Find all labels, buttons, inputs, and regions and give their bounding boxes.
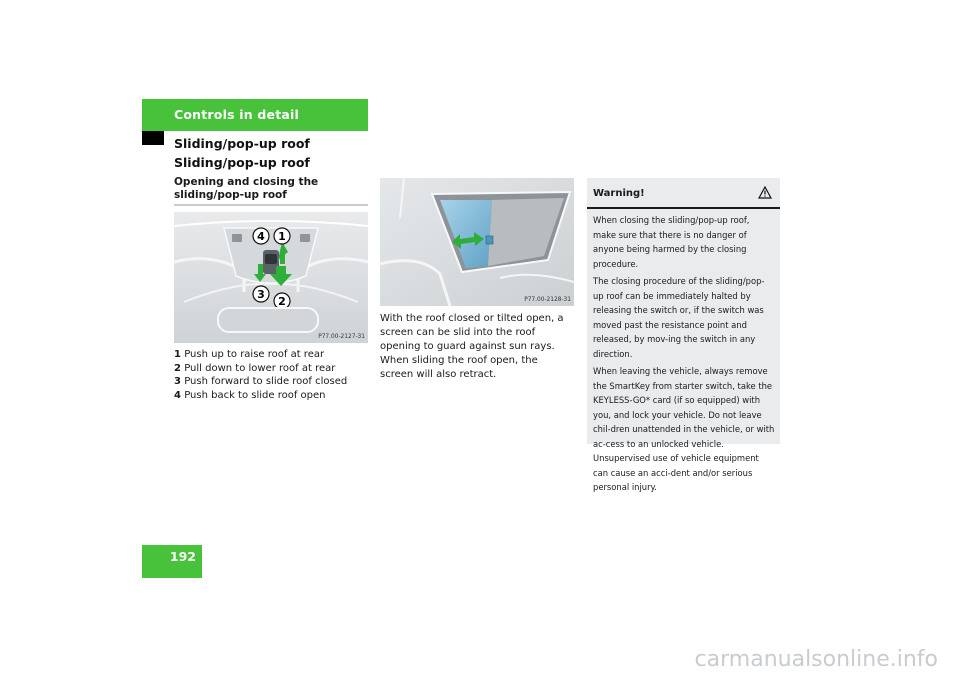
callout-4 <box>253 228 269 244</box>
section-subtitle: Sliding/pop-up roof <box>174 155 310 170</box>
svg-text:2: 2 <box>278 295 286 308</box>
warning-box <box>587 178 780 492</box>
figure-code: P77.00-2127-31 <box>318 332 365 340</box>
warning-rule <box>587 207 780 209</box>
warning-body <box>593 213 775 498</box>
warning-paragraph: When leaving the vehicle, always remove the SmartKey from starter switch, take the KEYLESS-GO* card (if so equipped) with you, and lock your vehicle. Do not leave chil-dren unattended in the vehicle, or with ac-cess to an unlocked vehicle. Unsupervised use of vehicle equipment can cause an acci-dent and/or serious personal injury. <box>593 366 775 492</box>
list-item: 1 Push up to raise roof at rear <box>174 349 325 360</box>
list-item: 4 Push back to slide roof open <box>174 389 326 401</box>
heading-rule <box>174 204 368 206</box>
screen-description: With the roof closed or tilted open, a screen can be slid into the roof opening to guard against sun rays. When sliding the roof open, the screen will also retract. <box>380 313 564 380</box>
list-item: 3 Push forward to slide roof closed <box>174 376 348 387</box>
svg-text:1: 1 <box>278 230 286 243</box>
header-bar <box>142 99 368 131</box>
warning-paragraph: When closing the sliding/pop-up roof, make sure that there is no danger of anyone being harmed by the closing procedure. <box>593 215 750 269</box>
callout-1 <box>274 228 290 244</box>
sunroof-screen-figure <box>380 178 574 306</box>
procedure-heading: Opening and closing the sliding/pop-up roof <box>174 176 319 201</box>
overhead-control-illustration <box>174 212 368 343</box>
warning-triangle-icon <box>758 184 772 203</box>
section-tab-marker <box>142 131 164 145</box>
sunroof-screen-illustration <box>380 178 574 306</box>
svg-text:3: 3 <box>257 288 265 301</box>
figure-code: P77.00-2128-31 <box>524 295 571 303</box>
page-number-tab <box>142 545 202 578</box>
section-title: Sliding/pop-up roof <box>174 136 310 151</box>
steps-list <box>174 348 368 402</box>
warning-paragraph: The closing procedure of the sliding/pop-up roof can be immediately halted by releasing the switch or, if the switch was moved past the resistance point and released, by mov-ing the switch in any direction. <box>593 276 765 359</box>
overhead-control-figure <box>174 212 368 343</box>
chapter-title: Controls in detail <box>174 107 300 122</box>
warning-title: Warning! <box>593 188 645 199</box>
watermark: carmanualsonline.info <box>694 647 938 672</box>
svg-text:4: 4 <box>257 230 265 243</box>
callout-2 <box>274 293 290 309</box>
callout-3 <box>253 286 269 302</box>
page-number: 192 <box>169 549 196 564</box>
list-item: 2 Pull down to lower roof at rear <box>174 362 336 374</box>
